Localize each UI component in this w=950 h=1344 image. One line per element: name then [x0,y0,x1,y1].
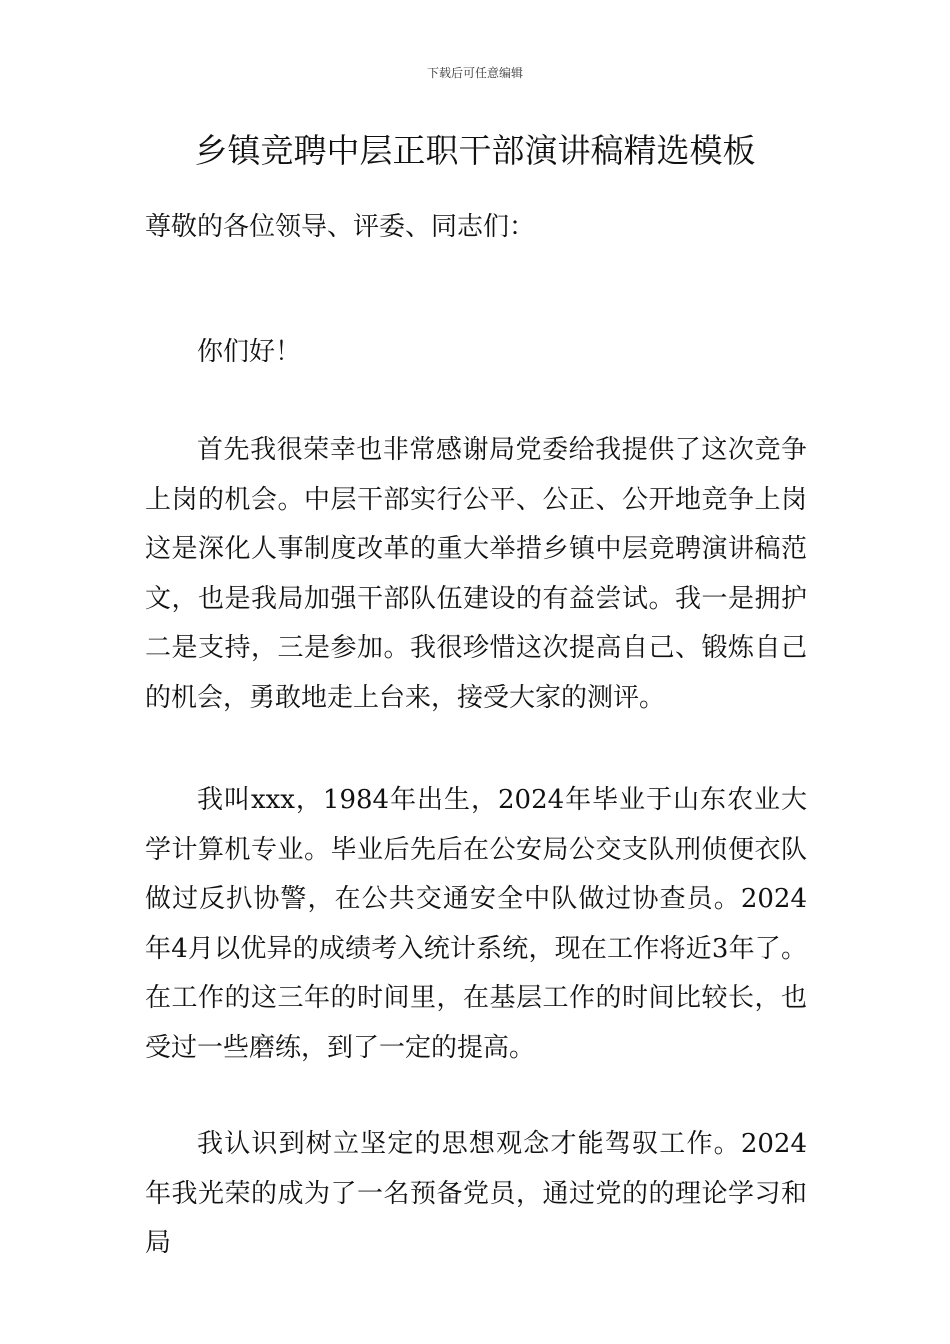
salutation-text: 尊敬的各位领导、评委、同志们： [145,212,536,242]
salutation [145,203,807,253]
paragraph-text: 我认识到树立坚定的思想观念才能驾驭工作。2024年我光荣的成为了一名预备党员，通过党的的理论学习和局 [145,1129,807,1258]
greeting-text: 你们好！ [197,337,302,367]
paragraph-1 [145,426,807,723]
paragraph-2 [145,776,807,1073]
document-title: 乡镇竞聘中层正职干部演讲稿精选模板 [194,131,756,170]
header-note: 下载后可任意编辑 [426,66,523,80]
paragraph-3 [145,1120,807,1269]
paragraph-text: 我叫xxx，1984年出生，2024年毕业于山东农业大学计算机专业。毕业后先后在公安局公交支队刑侦便衣队做过反扒协警，在公共交通安全中队做过协查员。2024年4月以优异的成绩考入统计系统，现在工作将近3年了。在工作的这三年的时间里，在基层工作的时间比较长，也受过一些磨练，到了一定的提高。 [145,785,807,1063]
greeting [145,328,807,378]
paragraph-text: 首先我很荣幸也非常感谢局党委给我提供了这次竞争上岗的机会。中层干部实行公平、公正、公开地竞争上岗这是深化人事制度改革的重大举措乡镇中层竞聘演讲稿范文，也是我局加强干部队伍建设的有益尝试。我一是拥护二是支持，三是参加。我很珍惜这次提高自己、锻炼自己的机会，勇敢地走上台来，接受大家的测评。 [145,435,807,713]
